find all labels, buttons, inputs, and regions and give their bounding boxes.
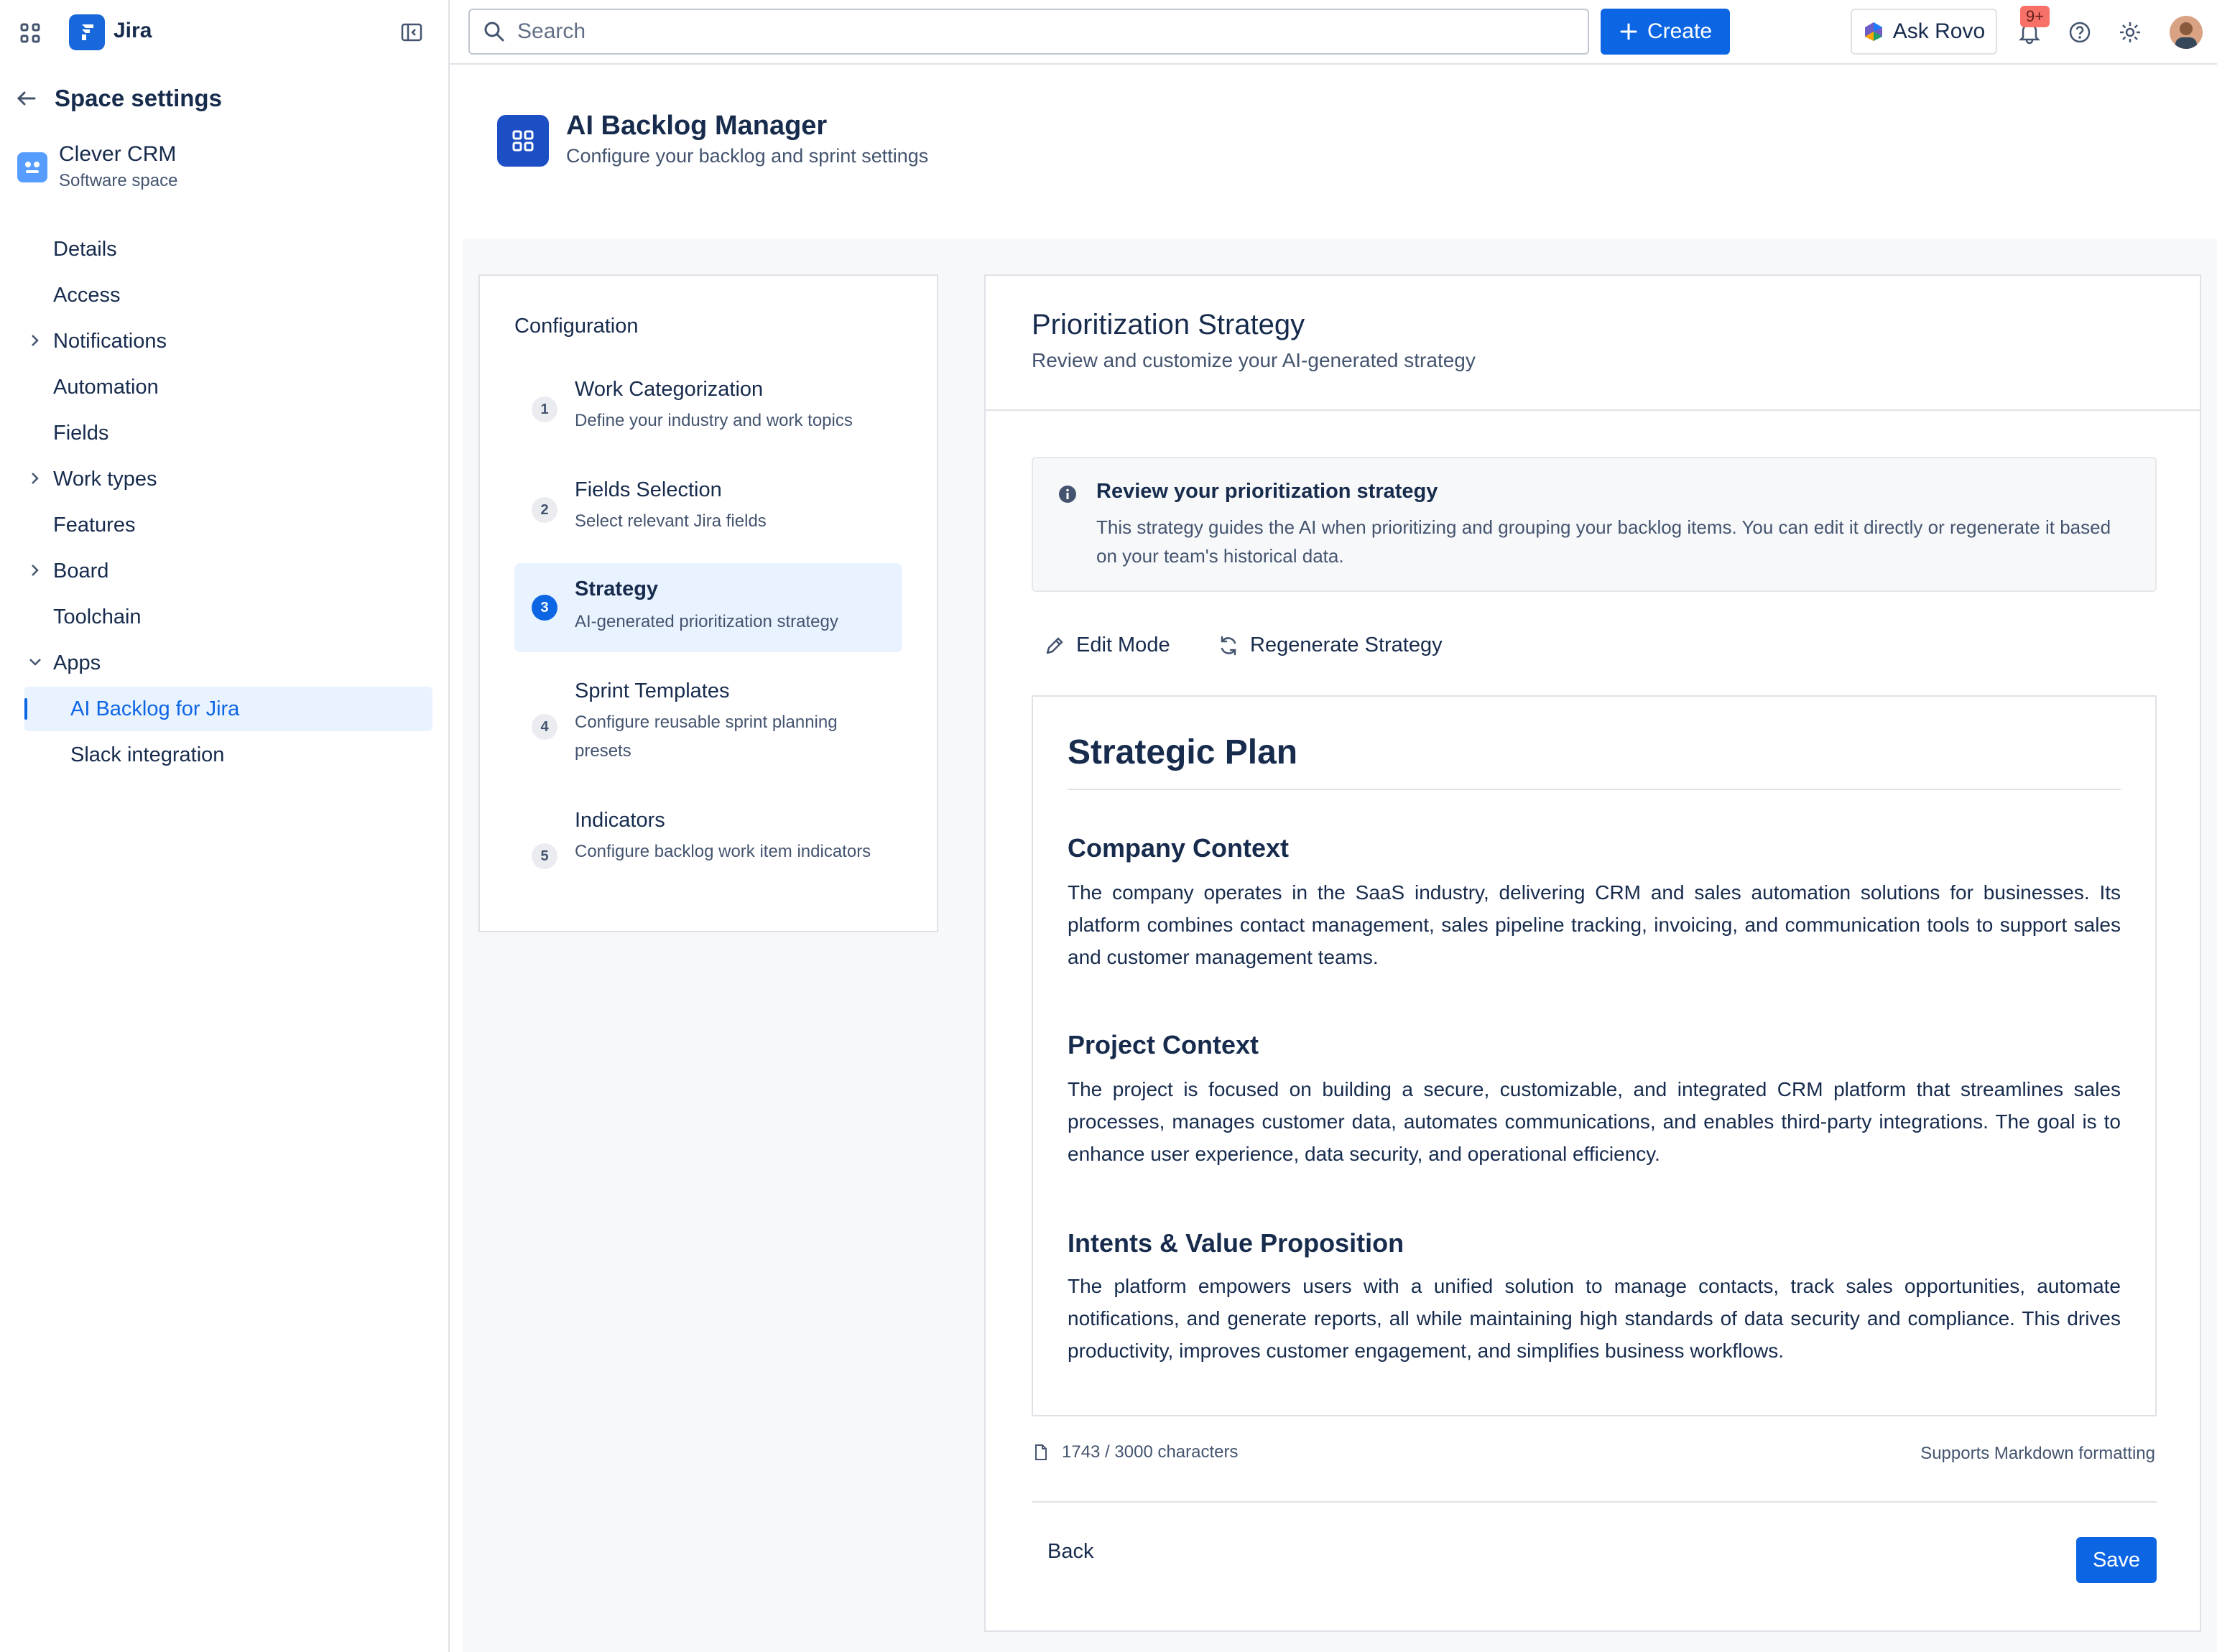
section-heading: Intents & Value Proposition: [1068, 1228, 1404, 1258]
configuration-title: Configuration: [514, 315, 639, 338]
search-input[interactable]: [517, 19, 1523, 44]
sidebar-item-fields[interactable]: Fields: [53, 421, 109, 445]
create-button[interactable]: Create: [1601, 9, 1730, 55]
step-description: AI-generated prioritization strategy: [575, 612, 838, 631]
section-heading: Company Context: [1068, 833, 1290, 863]
search-bar[interactable]: [468, 9, 1589, 55]
chevron-right-icon[interactable]: [24, 560, 46, 581]
sidebar: [0, 0, 450, 1652]
step-description: Configure backlog work item indicators: [575, 842, 871, 861]
step-description: Configure reusable sprint planning presets: [575, 713, 838, 761]
panel-subtitle: Review and customize your AI-generated strategy: [1032, 349, 1476, 371]
section-heading: Project Context: [1068, 1030, 1259, 1059]
strategy-panel: [984, 274, 2201, 1632]
project-avatar-icon: [17, 152, 47, 182]
chevron-down-icon[interactable]: [24, 651, 46, 673]
step-strategy[interactable]: [514, 563, 902, 652]
arrow-left-icon[interactable]: [14, 87, 37, 110]
jira-logo-icon[interactable]: [69, 14, 105, 50]
step-description: Define your industry and work topics: [575, 411, 853, 430]
character-counter: 1743 / 3000 characters: [1032, 1442, 1239, 1462]
app-name[interactable]: Jira: [114, 19, 152, 42]
project-name: Clever CRM: [59, 142, 177, 166]
chevron-right-icon[interactable]: [24, 468, 46, 489]
info-title: Review your prioritization strategy: [1096, 480, 1438, 503]
search-icon: [483, 20, 506, 43]
info-text: This strategy guides the AI when prioritizing and grouping your backlog items. You can edit it directly or regenerate it based on your team's historical data.: [1096, 516, 2111, 567]
back-to-project[interactable]: [14, 85, 222, 112]
sidebar-item-details[interactable]: Details: [53, 237, 117, 261]
ask-rovo-button[interactable]: Ask Rovo: [1851, 9, 1997, 55]
panel-title: Prioritization Strategy: [1032, 309, 1305, 340]
sidebar-item-ai-backlog[interactable]: AI Backlog for Jira: [24, 687, 432, 731]
sidebar-title: Space settings: [55, 85, 222, 111]
divider: [1032, 1501, 2157, 1503]
help-icon[interactable]: [2063, 16, 2096, 49]
rovo-logo-icon: [1863, 21, 1884, 42]
step-sprint-templates[interactable]: [514, 669, 902, 792]
sidebar-item-slack-integration[interactable]: Slack integration: [70, 743, 225, 766]
step-indicators[interactable]: [514, 799, 902, 921]
app-switcher-icon[interactable]: [16, 19, 45, 47]
back-button[interactable]: Back: [1047, 1540, 1094, 1563]
chevron-right-icon[interactable]: [24, 330, 46, 351]
step-title: Work Categorization: [575, 378, 764, 401]
step-number: 2: [532, 497, 557, 523]
section-text: The company operates in the SaaS industry, delivering CRM and sales automation solutions for businesses. Its platform combines contact management, sales pipeline tracking, invoicing, and communication tools to support sales and customer management teams.: [1068, 881, 2121, 968]
strategy-editor[interactable]: [1032, 695, 2157, 1416]
step-title: Fields Selection: [575, 478, 722, 501]
collapse-sidebar-icon[interactable]: [397, 17, 427, 47]
sidebar-item-work-types[interactable]: Work types: [24, 457, 432, 501]
pencil-icon: [1043, 634, 1066, 657]
step-title: Sprint Templates: [575, 679, 730, 702]
configuration-panel: [478, 274, 938, 932]
plus-icon: [1619, 22, 1639, 42]
app-subtitle: Configure your backlog and sprint settings: [566, 145, 929, 167]
sidebar-item-apps[interactable]: Apps: [24, 641, 432, 685]
markdown-note: Supports Markdown formatting: [1920, 1444, 2155, 1463]
project-type: Software space: [59, 171, 178, 190]
editor-rule: [1068, 789, 2121, 790]
step-description: Select relevant Jira fields: [575, 511, 767, 531]
user-avatar[interactable]: [2170, 16, 2203, 49]
sidebar-item-features[interactable]: Features: [53, 513, 136, 537]
step-number: 3: [532, 595, 557, 621]
step-number: 4: [532, 714, 557, 740]
editor-heading: Strategic Plan: [1068, 733, 1298, 771]
step-fields-selection[interactable]: [514, 468, 902, 557]
step-number: 5: [532, 843, 557, 869]
save-button[interactable]: Save: [2076, 1537, 2157, 1583]
edit-mode-button[interactable]: Edit Mode: [1043, 634, 1170, 657]
document-icon: [1032, 1443, 1050, 1462]
app-title: AI Backlog Manager: [566, 111, 828, 141]
step-number: 1: [532, 396, 557, 422]
step-title: Strategy: [575, 577, 659, 600]
step-title: Indicators: [575, 809, 665, 832]
notification-badge: 9+: [2020, 6, 2050, 27]
sidebar-item-notifications[interactable]: Notifications: [24, 319, 432, 363]
regenerate-strategy-button[interactable]: Regenerate Strategy: [1217, 634, 1443, 657]
section-text: The platform empowers users with a unified solution to manage contacts, track sales opportunities, automate notifications, and generate reports, all while maintaining high standards of data security and compliance. This drives productivity, improves customer engagement, and simplifies business workflows.: [1068, 1275, 2121, 1362]
divider: [986, 409, 2200, 411]
sidebar-item-toolchain[interactable]: Toolchain: [53, 605, 142, 628]
section-text: The project is focused on building a secure, customizable, and integrated CRM platform that streamlines sales processes, manages customer data, automates communications, and enables third-party integrations. The goal is to enhance user experience, data security, and operational efficiency.: [1068, 1078, 2121, 1165]
sidebar-item-board[interactable]: Board: [24, 549, 432, 593]
info-icon: [1057, 484, 1078, 504]
settings-gear-icon[interactable]: [2114, 16, 2147, 49]
refresh-icon: [1217, 634, 1240, 657]
sidebar-item-automation[interactable]: Automation: [53, 375, 159, 399]
step-work-categorization[interactable]: [514, 368, 902, 457]
info-banner: [1032, 457, 2157, 592]
sidebar-item-access[interactable]: Access: [53, 283, 121, 307]
ai-backlog-logo-icon: [497, 115, 549, 167]
